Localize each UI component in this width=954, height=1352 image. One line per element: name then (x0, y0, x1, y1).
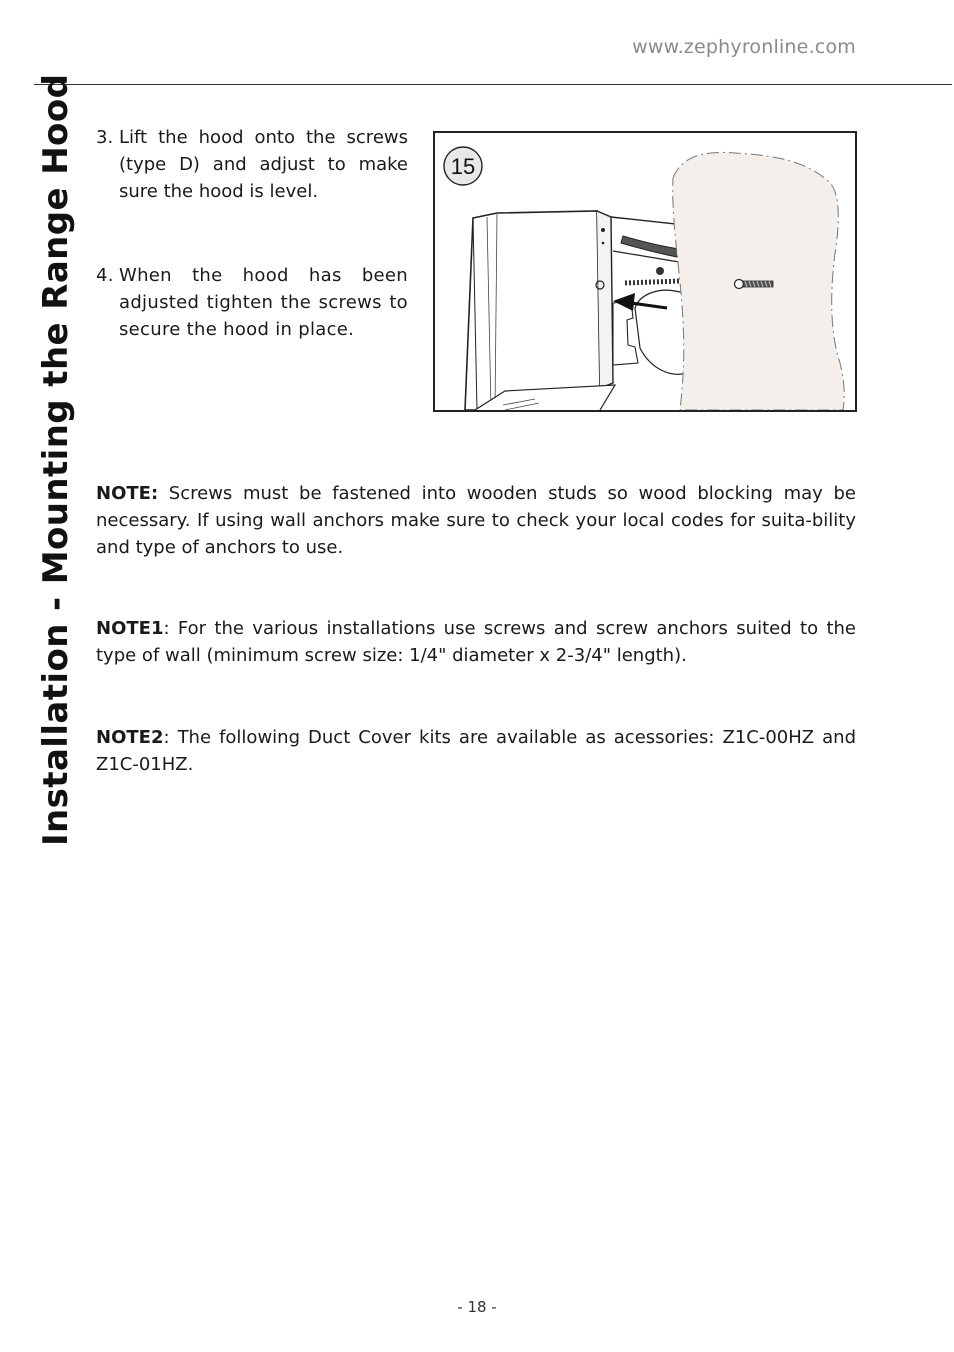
section-title: Installation - Mounting the Range Hood (36, 73, 76, 846)
note-label: NOTE1 (96, 618, 164, 639)
step-4 (96, 262, 408, 343)
note-duct-cover (96, 724, 856, 778)
step-number: 3. (96, 127, 114, 148)
site-url: www.zephyronline.com (632, 36, 856, 58)
note-label: NOTE2 (96, 727, 164, 748)
step-text: When the hood has been adjusted tighten the screws to secure the hood in place. (119, 265, 408, 340)
header-divider (34, 84, 952, 85)
note-wood-studs (96, 480, 856, 561)
step-text: Lift the hood onto the screws (type D) and adjust to make sure the hood is level. (119, 127, 408, 202)
step-3 (96, 124, 408, 205)
note-text: : The following Duct Cover kits are available as acessories: Z1C-00HZ and Z1C-01HZ. (96, 727, 856, 775)
note-text: Screws must be fastened into wooden studs so wood blocking may be necessary. If using wall anchors make sure to check your local codes for suita-bility and type of anchors to use. (96, 483, 856, 558)
note-text: : For the various installations use screws and screw anchors suited to the type of wall (minimum screw size: 1/4" diameter x 2-3/4" length). (96, 618, 856, 666)
installation-figure (433, 131, 857, 412)
figure-number: 15 (450, 154, 476, 179)
note-screw-size (96, 615, 856, 669)
page-number: - 18 - (457, 1298, 497, 1316)
note-label: NOTE: (96, 483, 159, 504)
step-number: 4. (96, 265, 114, 286)
